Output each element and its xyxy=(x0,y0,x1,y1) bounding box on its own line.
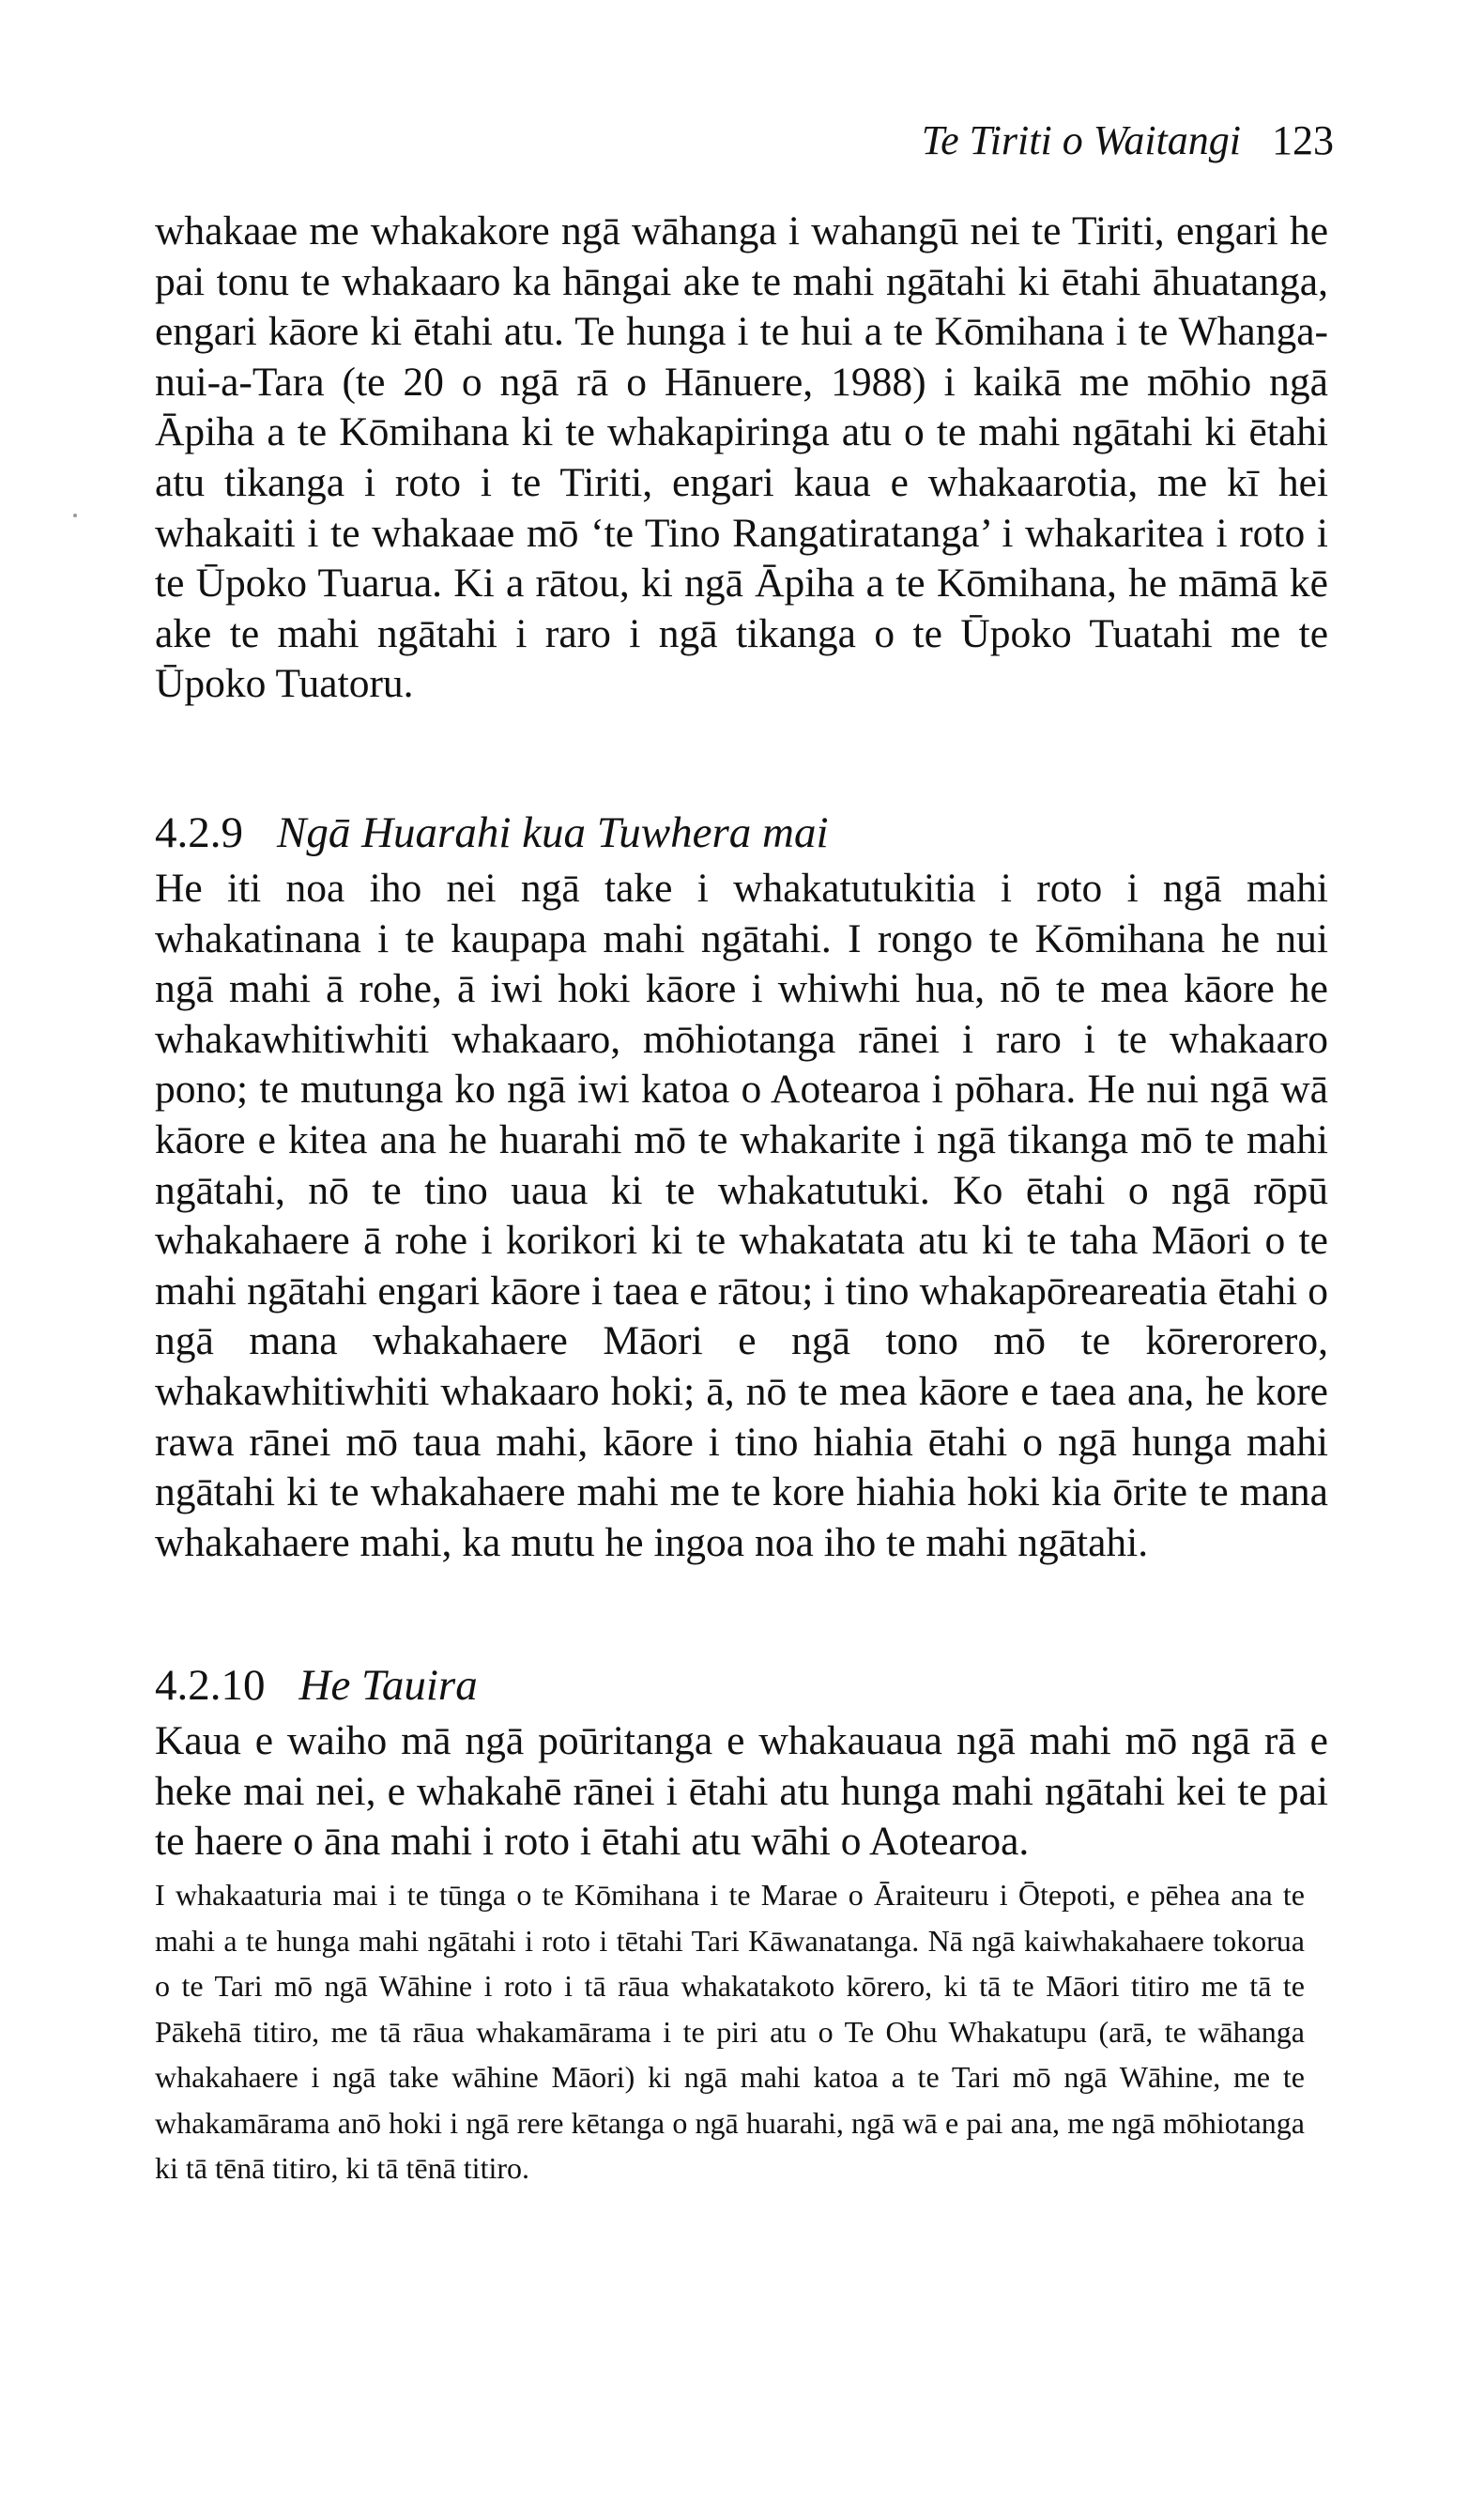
margin-dot xyxy=(73,514,77,517)
block-extract: I whakaaturia mai i te tūnga o te Kōmihana i te Marae o Āraiteuru i Ōtepoti, e pēhea ana te mahi a te hunga mahi ngātahi i roto i tētahi Tari Kāwanatanga. Nā ngā kaiwhakahaere tokorua o te Tari mō ngā Wāhine i roto i tā rāua whakatakoto kōrero, ki tā te Māori titiro me tā te Pākehā titiro, me tā rāua whakamārama i te piri atu o Te Ohu Whakatupu (arā, te wāhanga whakahaere i ngā take wāhine Māori) ki ngā mahi katoa a te Tari mō ngā Wāhine, me te whakamārama anō hoki i ngā rere kētanga o ngā huarahi, ngā wā e pai ana, me ngā mōhiotanga ki tā tēnā titiro, ki tā tēnā titiro. xyxy=(155,1878,1305,2185)
section-heading-4-2-10 xyxy=(155,1662,478,1711)
paragraph-section-4-2-9: He iti noa iho nei ngā take i whakatutukitia i roto i ngā mahi whakatinana i te kaupapa mahi ngātahi. I rongo te Kōmihana he nui ngā mahi ā rohe, ā iwi hoki kāore i whiwhi hua, nō te mea kāore he whakawhitiwhiti whakaaro, mōhiotanga rānei i raro i te whakaaro pono; te mutunga ko ngā iwi katoa o Aotearoa i pōhara. He nui ngā wā kāore e kitea ana he huarahi mō te whakarite i ngā tikanga mō te mahi ngātahi, nō te tino uaua ki te whakatutuki. Ko ētahi o ngā rōpū whakahaere ā rohe i korikori ki te whakatata atu ki te taha Māori o te mahi ngātahi engari kāore i taea e rātou; i tino whakapōreareatia ētahi o ngā mana whakahaere Māori e ngā tono mō te kōrerorero, whakawhitiwhiti whakaaro hoki; ā, nō te mea kāore e taea ana, he kore rawa rānei mō taua mahi, kāore i tino hiahia ētahi o ngā hunga mahi ngātahi ki te whakahaere mahi me te kore hiahia hoki kia ōrite te mana whakahaere mahi, ka mutu he ingoa noa iho te mahi ngātahi. xyxy=(155,866,1328,1565)
section-title: Ngā Huarahi kua Tuwhera mai xyxy=(277,808,829,857)
page-number: 123 xyxy=(1272,117,1334,163)
paragraph-continued: whakaae me whakakore ngā wāhanga i wahangū nei te Tiriti, engari he pai tonu te whakaaro ka hāngai ake te mahi ngātahi ki ētahi āhuatanga, engari kāore ki ētahi atu. Te hunga i te hui a te Kōmihana i te Whanga-nui-a-Tara (te 20 o ngā rā o Hānuere, 1988) i kaikā me mōhio ngā Āpiha a te Kōmihana ki te whakapiringa atu o te mahi ngātahi ki ētahi atu tikanga i roto i te Tiriti, engari kaua e whakaarotia, me kī hei whakaiti i te whakaae mō ‘te Tino Rangatiratanga’ i whakaritea i roto i te Ūpoko Tuarua. Ki a rātou, ki ngā Āpiha a te Kōmihana, he māmā kē ake te mahi ngātahi i raro i ngā tikanga o te Ūpoko Tuatahi me te Ūpoko Tuatoru. xyxy=(155,208,1328,707)
section-heading-4-2-9 xyxy=(155,809,829,858)
section-number: 4.2.10 xyxy=(155,1661,266,1710)
paragraph-section-4-2-10: Kaua e waiho mā ngā poūritanga e whakauaua ngā mahi mō ngā rā e heke mai nei, e whakahē rānei i ētahi atu hunga mahi ngātahi kei te pai te haere o āna mahi i roto i ētahi atu wāhi o Aotearoa. xyxy=(155,1718,1328,1865)
section-number: 4.2.9 xyxy=(155,808,243,857)
running-head xyxy=(921,117,1334,163)
section-title: He Tauira xyxy=(298,1661,478,1710)
running-head-title: Te Tiriti o Waitangi xyxy=(921,117,1241,163)
